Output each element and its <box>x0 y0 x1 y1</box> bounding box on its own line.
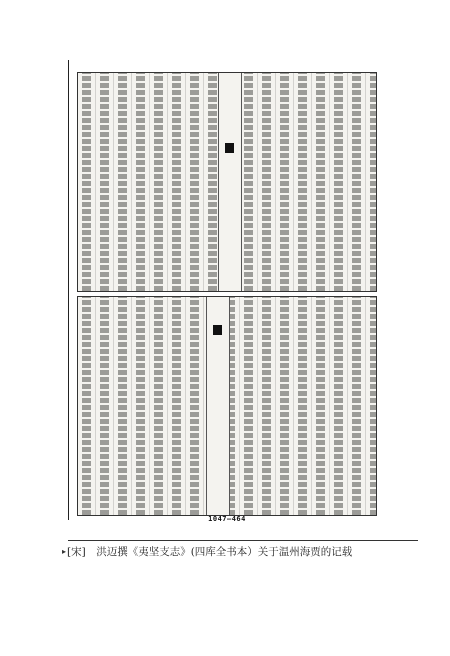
caption-divider <box>68 540 418 541</box>
scanned-page-top <box>77 72 377 292</box>
page-center-strip <box>206 297 230 515</box>
scanned-book-image <box>68 60 385 523</box>
scanned-page-bottom <box>77 296 377 516</box>
folio-number: 1047—464 <box>208 515 246 523</box>
caption-marker-icon: ▸ <box>62 547 67 556</box>
page-center-strip <box>218 73 242 291</box>
figure-caption <box>62 544 432 559</box>
caption-text: [宋] 洪迈撰《夷坚支志》(四库全书本）关于温州海贾的记载 <box>67 546 353 558</box>
